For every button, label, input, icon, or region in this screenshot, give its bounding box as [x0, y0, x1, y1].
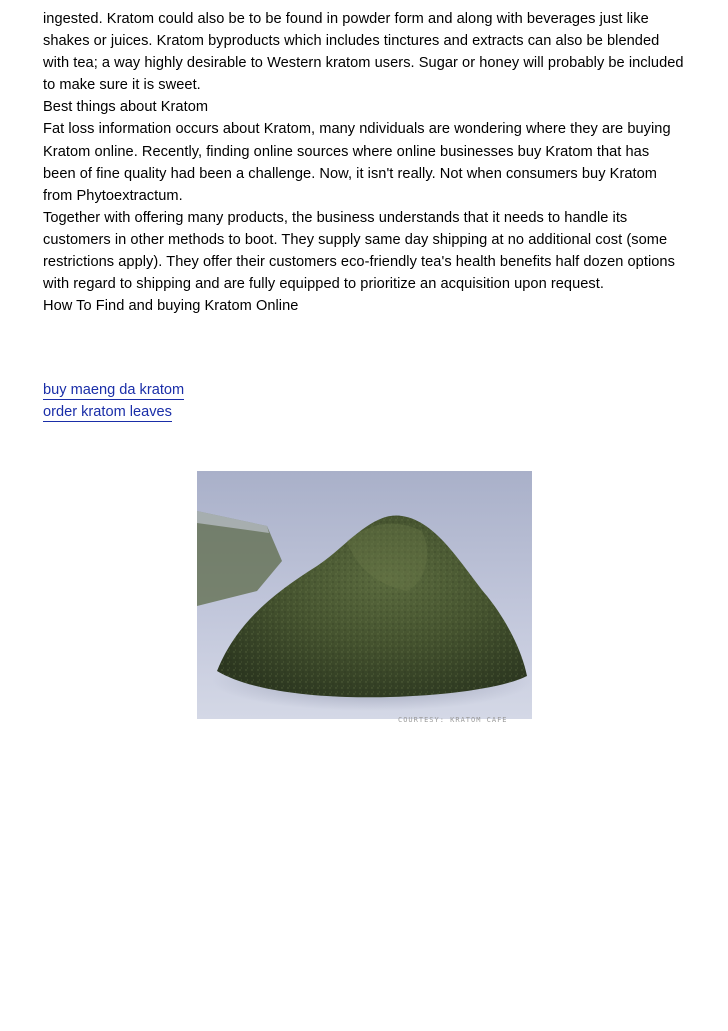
link-order-kratom-leaves[interactable]: order kratom leaves [43, 404, 172, 420]
body-line: to make sure it is sweet. [43, 77, 201, 94]
body-line: been of fine quality had been a challenge. Now, it isn't really. Not when consumers buy Kratom [43, 165, 658, 182]
section-heading-buying: How To Find and buying Kratom Online [43, 298, 299, 315]
body-line: Kratom online. Recently, finding online sources where online businesses buy Kratom that has [43, 143, 650, 160]
body-line: ingested. Kratom could also be to be found in powder form and along with beverages just like [43, 11, 649, 27]
link-buy-maeng-da-kratom[interactable]: buy maeng da kratom [43, 382, 185, 398]
photo-credit: COURTESY: KRATOM CAFE [398, 716, 508, 724]
body-text [43, 8, 713, 317]
body-line: restrictions apply). They offer their customers eco-friendly tea's health benefits half dozen options [43, 254, 675, 271]
body-line: from Phytoextractum. [43, 187, 183, 204]
powder-pile-illustration [197, 471, 532, 719]
section-heading-benefits: Best things about Kratom [43, 99, 209, 116]
body-line: with regard to shipping and are fully equipped to prioritize an acquisition upon request. [43, 276, 604, 293]
link-list [43, 381, 184, 425]
body-line: Fat loss information occurs about Kratom, many ndividuals are wondering where they are buying [43, 121, 671, 138]
body-line: Together with offering many products, the business understands that it needs to handle its [43, 209, 628, 226]
kratom-powder-photo [197, 471, 532, 719]
body-line: with tea; a way highly desirable to Western kratom users. Sugar or honey will probably be included [43, 55, 684, 72]
body-line: shakes or juices. Kratom byproducts which includes tinctures and extracts can also be blended [43, 33, 660, 50]
body-line: customers in other methods to boot. They supply same day shipping at no additional cost (some [43, 231, 668, 248]
